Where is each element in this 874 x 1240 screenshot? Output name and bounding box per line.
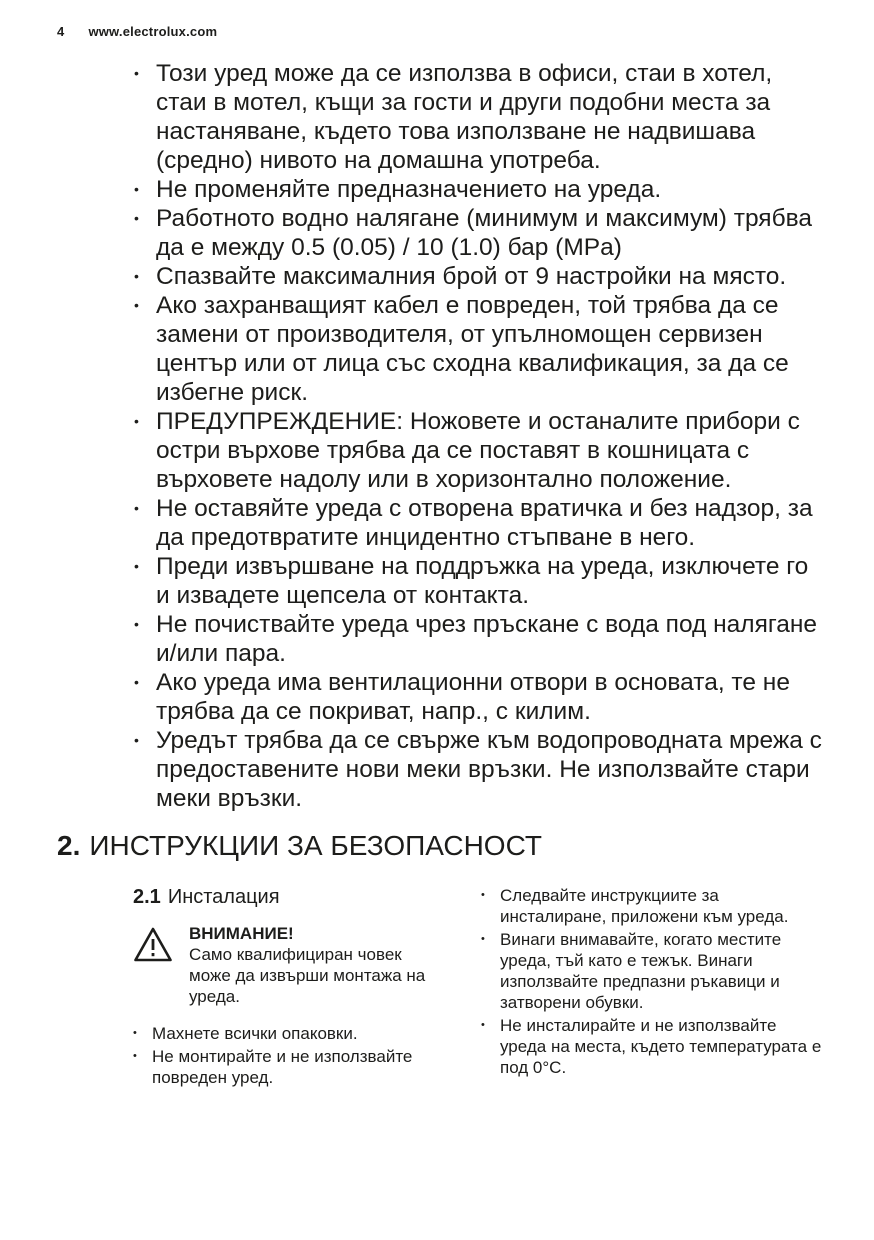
warning-title: ВНИМАНИЕ! <box>189 924 294 943</box>
list-item: • Ако захранващият кабел е повреден, той трябва да се замени от производителя, от упълномощен сервизен център или от лица със сходна квалификация, за да се избегне риск. <box>133 291 822 407</box>
list-item: • Не инсталирайте и не използвайте уреда на места, където температурата е под 0°C. <box>481 1015 822 1078</box>
list-item: • Следвайте инструкциите за инсталиране, приложени към уреда. <box>481 885 822 927</box>
section-heading <box>57 829 822 863</box>
list-item: • Уредът трябва да се свърже към водопроводната мрежа с предоставените нови меки връзки. Не използвайте стари меки връзки. <box>133 726 822 813</box>
list-item: • Този уред може да се използва в офиси, стаи в хотел, стаи в мотел, къщи за гости и други подобни места за настаняване, където това използване не надвишава (средно) нивото на домашна употреба. <box>133 59 822 175</box>
list-item: • ПРЕДУПРЕЖДЕНИЕ: Ножовете и останалите прибори с остри върхове трябва да се поставят в кошницата с върховете надолу или в хоризонтално положение. <box>133 407 822 494</box>
list-item: • Ако уреда има вентилационни отвори в основата, те не трябва да се покриват, напр., с килим. <box>133 668 822 726</box>
warning-text-block <box>189 923 441 1007</box>
left-column <box>133 885 441 1090</box>
subsection-heading <box>133 885 441 909</box>
warning-triangle-icon <box>133 923 173 968</box>
installation-left-list <box>133 1023 441 1088</box>
list-item: • Не оставяйте уреда с отворена вратичка и без надзор, за да предотвратите инцидентно стъпване в него. <box>133 494 822 552</box>
site-url: www.electrolux.com <box>88 24 218 39</box>
list-item: • Не променяйте предназначението на уреда. <box>133 175 822 204</box>
list-item: • Не монтирайте и не използвайте повреден уред. <box>133 1046 441 1088</box>
list-item: • Винаги внимавайте, когато местите уреда, тъй като е тежък. Винаги използвайте предпазни ръкавици и затворени обувки. <box>481 929 822 1013</box>
page-number: 4 <box>57 24 65 39</box>
warning-body: Само квалифициран човек може да извърши монтажа на уреда. <box>189 945 426 1006</box>
list-item: • Махнете всички опаковки. <box>133 1023 441 1044</box>
section-title: ИНСТРУКЦИИ ЗА БЕЗОПАСНОСТ <box>89 830 542 861</box>
list-item: • Работното водно налягане (минимум и максимум) трябва да е между 0.5 (0.05) / 10 (1.0) бар (MPa) <box>133 204 822 262</box>
safety-list <box>133 59 822 813</box>
list-item: • Преди извършване на поддръжка на уреда, изключете го и извадете щепсела от контакта. <box>133 552 822 610</box>
page-header <box>0 0 874 39</box>
warning-box <box>133 923 441 1007</box>
list-item: • Спазвайте максималния брой от 9 настройки на място. <box>133 262 822 291</box>
list-item: • Не почиствайте уреда чрез пръскане с вода под налягане и/или пара. <box>133 610 822 668</box>
subsection-title: Инсталация <box>167 886 280 908</box>
section-number: 2. <box>57 830 81 861</box>
installation-right-list <box>481 885 822 1078</box>
subsection-number: 2.1 <box>133 886 161 908</box>
two-column-area <box>133 885 822 1090</box>
right-column <box>481 885 822 1090</box>
